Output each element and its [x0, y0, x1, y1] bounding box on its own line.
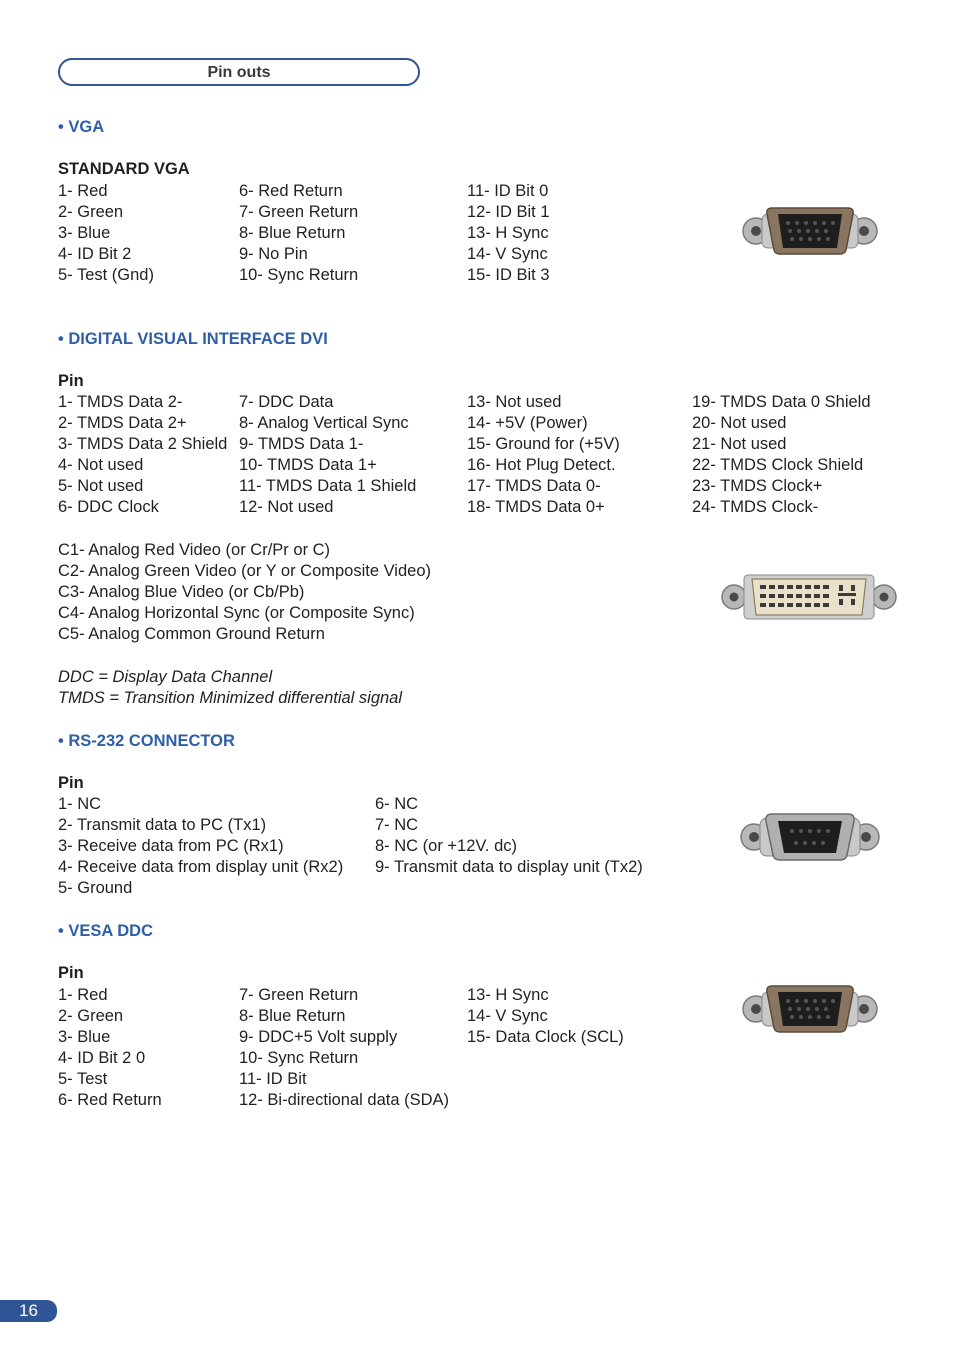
pin-entry: C4- Analog Horizontal Sync (or Composite Sync): [58, 604, 415, 622]
pin-entry: 3- TMDS Data 2 Shield: [58, 435, 228, 453]
pin-entry: 11- ID Bit: [239, 1070, 307, 1088]
dvi-col-2: [239, 392, 416, 518]
dvi-analog-list: [58, 540, 431, 645]
pin-entry: 12- Not used: [239, 498, 334, 516]
pin-entry: 3- Blue: [58, 1028, 111, 1046]
pin-entry: 12- Bi-directional data (SDA): [239, 1091, 450, 1109]
vga-col-1: [58, 181, 154, 286]
vesa-connector-image: [740, 982, 880, 1036]
pin-entry: 1- Red: [58, 986, 108, 1004]
rs232-subheading: Pin: [58, 774, 84, 792]
pin-entry: 7- DDC Data: [239, 393, 334, 411]
pin-entry: 2- Green: [58, 203, 124, 221]
rs232-heading: • RS-232 CONNECTOR: [58, 732, 235, 750]
pin-entry: 2- Green: [58, 1007, 124, 1025]
pin-entry: 15- ID Bit 3: [467, 266, 550, 284]
pin-entry: 8- Blue Return: [239, 224, 346, 242]
pin-entry: 3- Blue: [58, 224, 111, 242]
pin-entry: C1- Analog Red Video (or Cr/Pr or C): [58, 541, 331, 559]
page-number: 16: [0, 1300, 57, 1322]
pin-entry: C5- Analog Common Ground Return: [58, 625, 325, 643]
pin-entry: 9- DDC+5 Volt supply: [239, 1028, 398, 1046]
pin-entry: 10- Sync Return: [239, 266, 359, 284]
pin-entry: 5- Test: [58, 1070, 108, 1088]
pin-entry: 14- +5V (Power): [467, 414, 588, 432]
pin-entry: 13- Not used: [467, 393, 562, 411]
pin-entry: 4- Receive data from display unit (Rx2): [58, 858, 344, 876]
pin-entry: 13- H Sync: [467, 224, 549, 242]
pin-entry: 11- TMDS Data 1 Shield: [239, 477, 417, 495]
pin-entry: 21- Not used: [692, 435, 787, 453]
pin-entry: 5- Ground: [58, 879, 133, 897]
pin-entry: 1- Red: [58, 182, 108, 200]
pin-entry: 1- TMDS Data 2-: [58, 393, 183, 411]
pin-entry: 8- Analog Vertical Sync: [239, 414, 409, 432]
pin-entry: 14- V Sync: [467, 245, 548, 263]
pin-entry: 6- Red Return: [58, 1091, 162, 1109]
pin-entry: 14- V Sync: [467, 1007, 548, 1025]
pin-entry: 9- No Pin: [239, 245, 308, 263]
rs232-connector-image: [738, 810, 882, 864]
pin-entry: 4- ID Bit 2: [58, 245, 132, 263]
pin-entry: 5- Test (Gnd): [58, 266, 154, 284]
pin-entry: 9- TMDS Data 1-: [239, 435, 364, 453]
vesa-col-3: [467, 985, 624, 1048]
pin-entry: 4- Not used: [58, 456, 144, 474]
note-ddc: DDC = Display Data Channel: [58, 668, 273, 686]
dvi-connector-image: [720, 573, 898, 621]
pin-entry: 2- Transmit data to PC (Tx1): [58, 816, 267, 834]
pin-entry: 24- TMDS Clock-: [692, 498, 819, 516]
pin-entry: 23- TMDS Clock+: [692, 477, 823, 495]
pin-entry: 4- ID Bit 2 0: [58, 1049, 146, 1067]
pin-entry: C3- Analog Blue Video (or Cb/Pb): [58, 583, 305, 601]
note-tmds: TMDS = Transition Minimized differential signal: [58, 689, 403, 707]
pin-entry: 2- TMDS Data 2+: [58, 414, 187, 432]
pin-entry: 8- NC (or +12V. dc): [375, 837, 517, 855]
page-title: Pin outs: [58, 58, 420, 86]
pin-entry: 10- Sync Return: [239, 1049, 359, 1067]
pin-entry: 22- TMDS Clock Shield: [692, 456, 864, 474]
vesa-col-1: [58, 985, 162, 1111]
vga-col-2: [239, 181, 358, 286]
pin-entry: 15- Data Clock (SCL): [467, 1028, 624, 1046]
pin-entry: 18- TMDS Data 0+: [467, 498, 605, 516]
pin-entry: 11- ID Bit 0: [467, 182, 549, 200]
pin-entry: 6- DDC Clock: [58, 498, 159, 516]
vga-connector-image: [740, 204, 880, 258]
pin-entry: 6- Red Return: [239, 182, 343, 200]
pin-entry: 7- Green Return: [239, 986, 359, 1004]
vga-heading: • VGA: [58, 118, 105, 136]
pin-entry: C2- Analog Green Video (or Y or Composite Video): [58, 562, 431, 580]
dvi-col-3: [467, 392, 620, 518]
vesa-col-2: [239, 985, 449, 1111]
pin-entry: 8- Blue Return: [239, 1007, 346, 1025]
pin-entry: 6- NC: [375, 795, 419, 813]
dvi-notes: [58, 667, 402, 709]
vesa-heading: • VESA DDC: [58, 922, 154, 940]
pin-entry: 7- NC: [375, 816, 419, 834]
pin-entry: 12- ID Bit 1: [467, 203, 550, 221]
pin-entry: 13- H Sync: [467, 986, 549, 1004]
pin-entry: 10- TMDS Data 1+: [239, 456, 377, 474]
vga-col-3: [467, 181, 550, 286]
pin-entry: 5- Not used: [58, 477, 144, 495]
dvi-subheading: Pin: [58, 372, 84, 390]
dvi-heading: • DIGITAL VISUAL INTERFACE DVI: [58, 330, 328, 348]
pin-entry: 16- Hot Plug Detect.: [467, 456, 616, 474]
dvi-col-4: [692, 392, 871, 518]
pin-entry: 20- Not used: [692, 414, 787, 432]
vesa-subheading: Pin: [58, 964, 84, 982]
rs232-col-1: [58, 794, 343, 899]
pin-entry: 7- Green Return: [239, 203, 359, 221]
pin-entry: 17- TMDS Data 0-: [467, 477, 601, 495]
pin-entry: 9- Transmit data to display unit (Tx2): [375, 858, 643, 876]
rs232-col-2: [375, 794, 643, 878]
pin-entry: 1- NC: [58, 795, 102, 813]
pin-entry: 19- TMDS Data 0 Shield: [692, 393, 871, 411]
vga-subheading: STANDARD VGA: [58, 160, 190, 178]
pin-entry: 15- Ground for (+5V): [467, 435, 620, 453]
pin-entry: 3- Receive data from PC (Rx1): [58, 837, 284, 855]
dvi-col-1: [58, 392, 227, 518]
